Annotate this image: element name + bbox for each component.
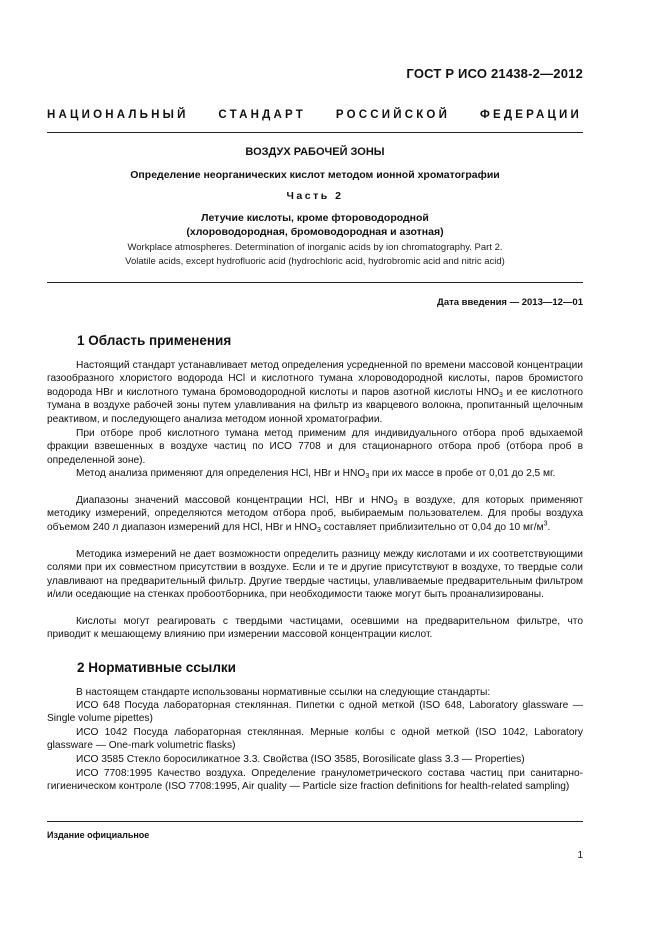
section2-intro: В настоящем стандарте использованы нормативные ссылки на следующие стандарты: [76,687,491,698]
document-subtitle: Определение неорганических кислот методом ионной хроматографии [130,169,500,181]
normative-reference-iso3585: ИСО 3585 Стекло боросиликатное 3.3. Свойства (ISO 3585, Borosilicate glass 3.3 — Properties) [76,754,525,765]
part-number: Часть 2 [286,190,344,202]
section2-heading: 2 Нормативные ссылки [77,660,236,675]
part-title-line2: (хлороводородная, бромоводородная и азотная) [186,226,444,238]
normative-reference-iso648: ИСО 648 Посуда лабораторная стеклянная. Пипетки с одной меткой (ISO 648, Laboratory glassware — Single volume pipettes) [47,700,583,725]
footer-rule [47,821,583,822]
normative-reference-iso7708: ИСО 7708:1995 Качество воздуха. Определение гранулометрического состава частиц при санитарно-гигиеническом контроле (ISO 7708:1995, Air quality — Particle size fraction definitions for health-related sampling) [47,768,583,793]
section1-heading: 1 Область применения [77,333,232,348]
normative-reference-iso1042: ИСО 1042 Посуда лабораторная стеклянная. Мерные колбы с одной меткой (ISO 1042, Laboratory glassware — One-mark volumetric flasks) [47,727,583,752]
standard-code: ГОСТ Р ИСО 21438-2—2012 [406,66,583,81]
header-rule [47,132,583,133]
section1-paragraph6: Кислоты могут реагировать с твердыми частицами, осевшими на предварительном фильтре, что приводит к мешающему влиянию при измерении массовой концентрации кислот. [47,616,583,641]
title-rule [47,282,583,283]
official-edition-label: Издание официальное [47,830,150,840]
english-title-line1: Workplace atmospheres. Determination of inorganic acids by ion chromatography. Part 2. [127,242,503,253]
part-title [47,211,583,239]
section1-paragraph3: Метод анализа применяют для определения HCl, HBr и $HNO_3$ при их массе в пробе от 0,01 до 2,5 мг. [76,468,556,480]
section1-paragraph1: Настоящий стандарт устанавливает метод определения усредненной по времени массовой концентрации газообразного хлористого водорода HCl и кислотного тумана хлороводородной кислоты, паров бромистого водорода HBr и кислотного тумана бромоводородной кислоты и паров азотной кислоты $HNO_3$ и ее кислотного тумана в воздухе рабочей зоны путем улавливания на фильтр из кварцевого волокна, пропитанный щелочным реактивом, и последующего анализа методом ионной хроматографии. [47,360,584,425]
section1-paragraph5: Методика измерений не дает возможности определить разницу между кислотами и их соответствующими солями при их совместном присутствии в воздухе. Если и те и другие присутствуют в воздухе, то твердые соли улавливают на предварительный фильтр. Другие твердые частицы, улавливаемые предварительным фильтром и/или оседающие на стенках пробоотборника, при необходимости также могут быть проанализированы. [47,549,583,601]
section1-paragraph2: При отборе проб кислотного тумана метод применим для индивидуального отбора проб вдыхаемой фракции взвешенных в воздухе частиц по ИСО 7708 и для стационарного отбора проб (отбора проб в определенной зоне). [47,428,583,466]
introduction-date: Дата введения — 2013—12—01 [437,297,583,308]
document-title: ВОЗДУХ РАБОЧЕЙ ЗОНЫ [245,146,385,158]
national-standard-title: НАЦИОНАЛЬНЫЙ СТАНДАРТ РОССИЙСКОЙ ФЕДЕРАЦИИ [47,109,582,121]
english-title [47,241,583,269]
english-title-line2: Volatile acids, except hydrofluoric acid (hydrochloric acid, hydrobromic acid and nitric acid) [125,256,505,267]
part-title-line1: Летучие кислоты, кроме фтороводородной [201,212,429,224]
section1-paragraph4: Диапазоны значений массовой концентрации HCl, HBr и $HNO_3$ в воздухе, для которых применяют методику измерений, определяются методом отбора проб, выбираемым пользователем. Для пробы воздуха объемом 240 л диапазон измерений для HCl, HBr и $HNO_3$ составляет приблизительно от 0,04 до 10 $мг/м^3$. [47,495,583,534]
page-number: 1 [577,850,583,861]
